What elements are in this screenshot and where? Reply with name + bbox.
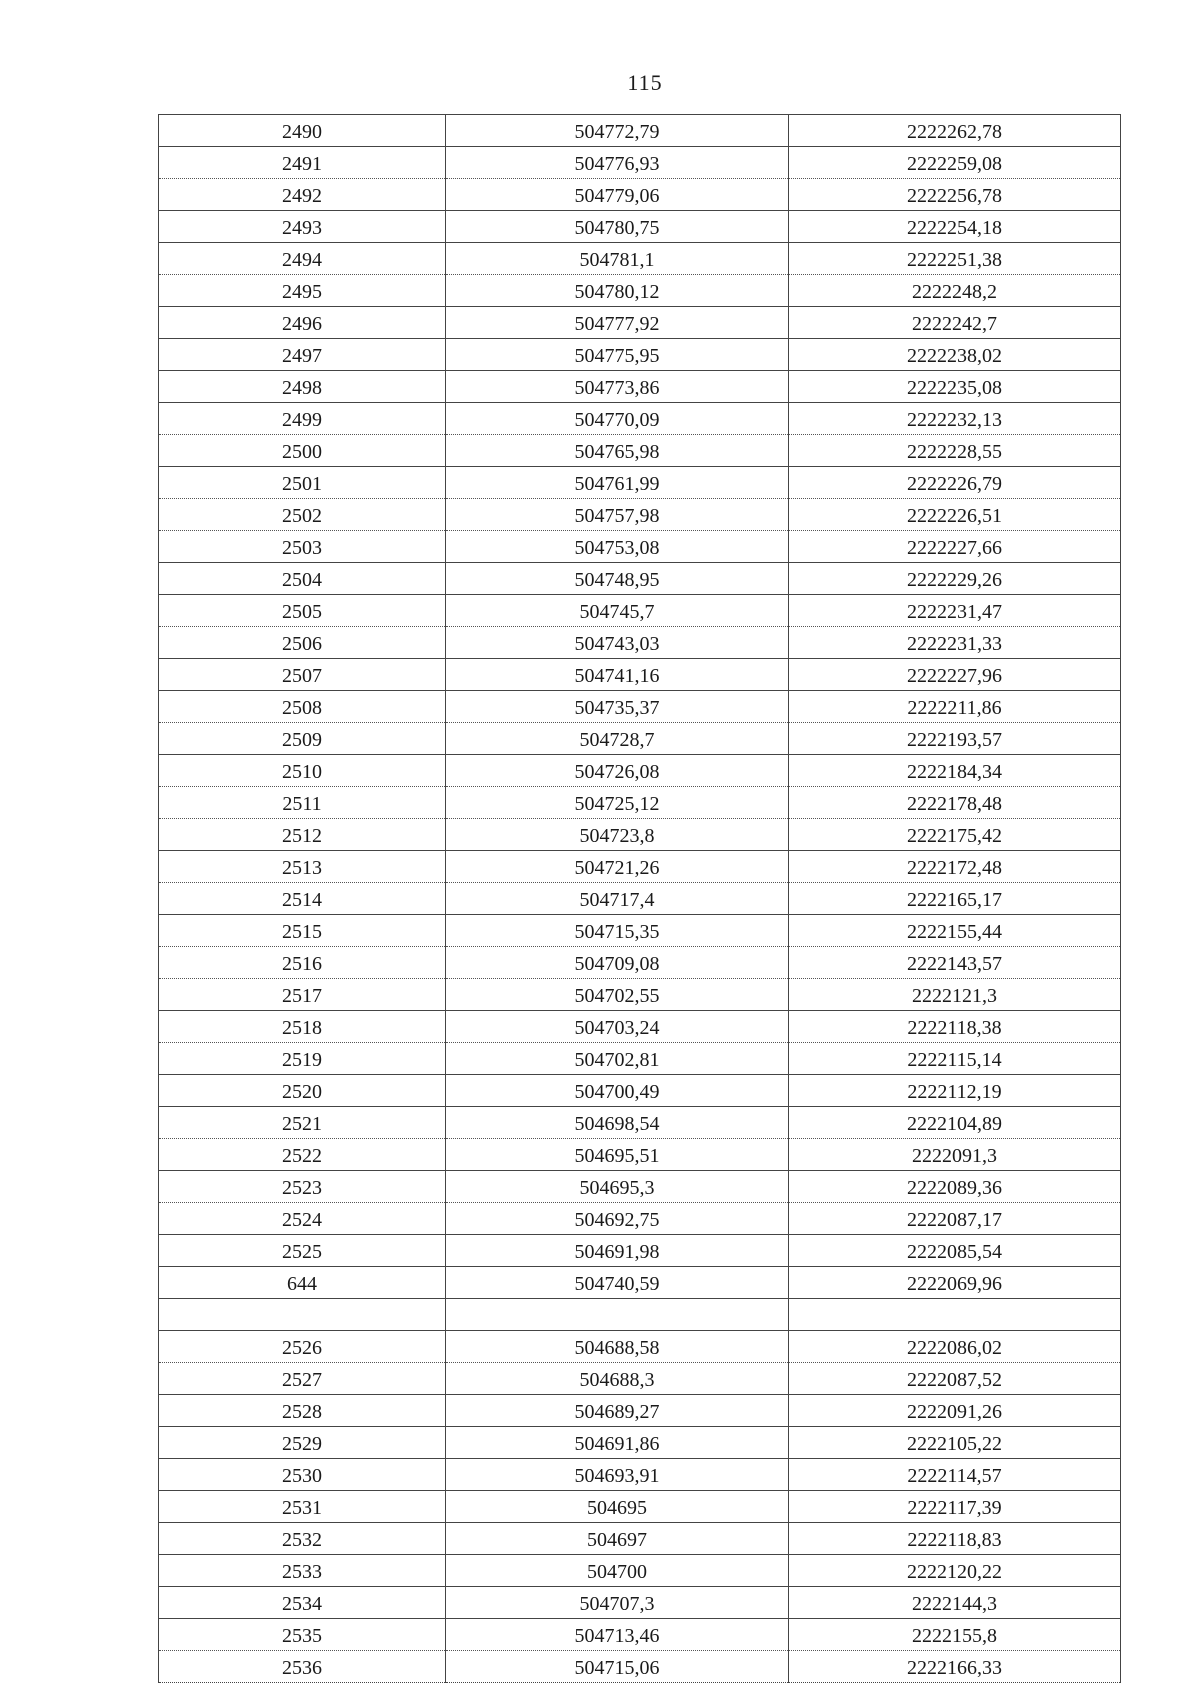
y-coordinate-cell: 2222085,54 <box>789 1235 1121 1267</box>
point-number-cell: 2509 <box>159 723 446 755</box>
y-coordinate-cell: 2222105,22 <box>789 1427 1121 1459</box>
x-coordinate-cell: 504757,98 <box>446 499 789 531</box>
y-coordinate-cell: 2222178,48 <box>789 787 1121 819</box>
y-coordinate-cell: 2222172,48 <box>789 851 1121 883</box>
coordinates-table-body <box>159 115 1121 1683</box>
y-coordinate-cell: 2222114,57 <box>789 1459 1121 1491</box>
x-coordinate-cell: 504735,37 <box>446 691 789 723</box>
point-number-cell: 2532 <box>159 1523 446 1555</box>
table-row <box>159 403 1121 435</box>
x-coordinate-cell: 504773,86 <box>446 371 789 403</box>
y-coordinate-cell: 2222238,02 <box>789 339 1121 371</box>
table-row <box>159 307 1121 339</box>
x-coordinate-cell: 504772,79 <box>446 115 789 147</box>
point-number-cell: 2510 <box>159 755 446 787</box>
table-row <box>159 1587 1121 1619</box>
x-coordinate-cell: 504691,86 <box>446 1427 789 1459</box>
table-row <box>159 1107 1121 1139</box>
point-number-cell: 644 <box>159 1267 446 1299</box>
x-coordinate-cell: 504695 <box>446 1491 789 1523</box>
y-coordinate-cell: 2222112,19 <box>789 1075 1121 1107</box>
table-row <box>159 179 1121 211</box>
table-row <box>159 1235 1121 1267</box>
point-number-cell: 2505 <box>159 595 446 627</box>
y-coordinate-cell: 2222144,3 <box>789 1587 1121 1619</box>
y-coordinate-cell: 2222091,26 <box>789 1395 1121 1427</box>
table-row <box>159 1491 1121 1523</box>
point-number-cell: 2496 <box>159 307 446 339</box>
y-coordinate-cell: 2222087,17 <box>789 1203 1121 1235</box>
x-coordinate-cell: 504775,95 <box>446 339 789 371</box>
table-row <box>159 659 1121 691</box>
y-coordinate-cell: 2222211,86 <box>789 691 1121 723</box>
x-coordinate-cell: 504776,93 <box>446 147 789 179</box>
coordinates-table <box>158 114 1121 1683</box>
x-coordinate-cell: 504717,4 <box>446 883 789 915</box>
x-coordinate-cell: 504713,46 <box>446 1619 789 1651</box>
point-number-cell: 2526 <box>159 1331 446 1363</box>
table-row <box>159 1523 1121 1555</box>
table-row <box>159 275 1121 307</box>
x-coordinate-cell: 504721,26 <box>446 851 789 883</box>
table-row <box>159 1139 1121 1171</box>
y-coordinate-cell: 2222120,22 <box>789 1555 1121 1587</box>
point-number-cell: 2508 <box>159 691 446 723</box>
point-number-cell: 2529 <box>159 1427 446 1459</box>
point-number-cell: 2519 <box>159 1043 446 1075</box>
y-coordinate-cell: 2222227,96 <box>789 659 1121 691</box>
x-coordinate-cell: 504715,06 <box>446 1651 789 1683</box>
x-coordinate-cell: 504780,12 <box>446 275 789 307</box>
y-coordinate-cell: 2222104,89 <box>789 1107 1121 1139</box>
table-row <box>159 1043 1121 1075</box>
table-row <box>159 339 1121 371</box>
y-coordinate-cell: 2222193,57 <box>789 723 1121 755</box>
x-coordinate-cell: 504698,54 <box>446 1107 789 1139</box>
table-row <box>159 595 1121 627</box>
x-coordinate-cell: 504780,75 <box>446 211 789 243</box>
point-number-cell: 2527 <box>159 1363 446 1395</box>
point-number-cell: 2500 <box>159 435 446 467</box>
y-coordinate-cell: 2222229,26 <box>789 563 1121 595</box>
table-row <box>159 147 1121 179</box>
point-number-cell: 2522 <box>159 1139 446 1171</box>
y-coordinate-cell: 2222155,44 <box>789 915 1121 947</box>
point-number-cell: 2490 <box>159 115 446 147</box>
point-number-cell: 2512 <box>159 819 446 851</box>
table-row <box>159 627 1121 659</box>
table-row <box>159 1299 1121 1331</box>
table-row <box>159 435 1121 467</box>
y-coordinate-cell: 2222086,02 <box>789 1331 1121 1363</box>
point-number-cell: 2498 <box>159 371 446 403</box>
y-coordinate-cell: 2222227,66 <box>789 531 1121 563</box>
x-coordinate-cell: 504709,08 <box>446 947 789 979</box>
y-coordinate-cell: 2222118,83 <box>789 1523 1121 1555</box>
x-coordinate-cell: 504703,24 <box>446 1011 789 1043</box>
point-number-cell: 2536 <box>159 1651 446 1683</box>
x-coordinate-cell: 504723,8 <box>446 819 789 851</box>
x-coordinate-cell: 504725,12 <box>446 787 789 819</box>
point-number-cell: 2492 <box>159 179 446 211</box>
table-row <box>159 1075 1121 1107</box>
point-number-cell: 2528 <box>159 1395 446 1427</box>
point-number-cell: 2504 <box>159 563 446 595</box>
point-number-cell: 2514 <box>159 883 446 915</box>
x-coordinate-cell: 504688,3 <box>446 1363 789 1395</box>
point-number-cell: 2533 <box>159 1555 446 1587</box>
x-coordinate-cell: 504765,98 <box>446 435 789 467</box>
point-number-cell: 2497 <box>159 339 446 371</box>
point-number-cell: 2518 <box>159 1011 446 1043</box>
table-row <box>159 499 1121 531</box>
x-coordinate-cell: 504745,7 <box>446 595 789 627</box>
table-row <box>159 1619 1121 1651</box>
x-coordinate-cell: 504688,58 <box>446 1331 789 1363</box>
table-row <box>159 819 1121 851</box>
table-row <box>159 115 1121 147</box>
y-coordinate-cell: 2222235,08 <box>789 371 1121 403</box>
table-row <box>159 883 1121 915</box>
y-coordinate-cell: 2222089,36 <box>789 1171 1121 1203</box>
y-coordinate-cell: 2222087,52 <box>789 1363 1121 1395</box>
table-row <box>159 531 1121 563</box>
x-coordinate-cell: 504693,91 <box>446 1459 789 1491</box>
point-number-cell: 2516 <box>159 947 446 979</box>
x-coordinate-cell: 504777,92 <box>446 307 789 339</box>
x-coordinate-cell: 504743,03 <box>446 627 789 659</box>
x-coordinate-cell: 504697 <box>446 1523 789 1555</box>
point-number-cell <box>159 1299 446 1331</box>
table-row <box>159 755 1121 787</box>
y-coordinate-cell <box>789 1299 1121 1331</box>
x-coordinate-cell: 504689,27 <box>446 1395 789 1427</box>
point-number-cell: 2525 <box>159 1235 446 1267</box>
point-number-cell: 2531 <box>159 1491 446 1523</box>
table-row <box>159 787 1121 819</box>
x-coordinate-cell: 504781,1 <box>446 243 789 275</box>
y-coordinate-cell: 2222165,17 <box>789 883 1121 915</box>
table-row <box>159 1427 1121 1459</box>
x-coordinate-cell: 504692,75 <box>446 1203 789 1235</box>
point-number-cell: 2513 <box>159 851 446 883</box>
table-row <box>159 723 1121 755</box>
y-coordinate-cell: 2222232,13 <box>789 403 1121 435</box>
y-coordinate-cell: 2222118,38 <box>789 1011 1121 1043</box>
x-coordinate-cell: 504779,06 <box>446 179 789 211</box>
table-row <box>159 563 1121 595</box>
table-row <box>159 691 1121 723</box>
table-row <box>159 1267 1121 1299</box>
x-coordinate-cell: 504770,09 <box>446 403 789 435</box>
x-coordinate-cell: 504726,08 <box>446 755 789 787</box>
x-coordinate-cell: 504728,7 <box>446 723 789 755</box>
x-coordinate-cell: 504700,49 <box>446 1075 789 1107</box>
x-coordinate-cell: 504761,99 <box>446 467 789 499</box>
point-number-cell: 2506 <box>159 627 446 659</box>
point-number-cell: 2501 <box>159 467 446 499</box>
point-number-cell: 2493 <box>159 211 446 243</box>
y-coordinate-cell: 2222231,33 <box>789 627 1121 659</box>
table-row <box>159 1459 1121 1491</box>
x-coordinate-cell: 504702,55 <box>446 979 789 1011</box>
point-number-cell: 2520 <box>159 1075 446 1107</box>
table-row <box>159 1395 1121 1427</box>
table-row <box>159 1171 1121 1203</box>
page-number: 115 <box>627 70 663 95</box>
x-coordinate-cell: 504691,98 <box>446 1235 789 1267</box>
table-row <box>159 371 1121 403</box>
point-number-cell: 2503 <box>159 531 446 563</box>
x-coordinate-cell: 504707,3 <box>446 1587 789 1619</box>
table-row <box>159 851 1121 883</box>
x-coordinate-cell: 504700 <box>446 1555 789 1587</box>
y-coordinate-cell: 2222262,78 <box>789 115 1121 147</box>
point-number-cell: 2507 <box>159 659 446 691</box>
point-number-cell: 2530 <box>159 1459 446 1491</box>
y-coordinate-cell: 2222242,7 <box>789 307 1121 339</box>
x-coordinate-cell: 504748,95 <box>446 563 789 595</box>
y-coordinate-cell: 2222226,79 <box>789 467 1121 499</box>
y-coordinate-cell: 2222231,47 <box>789 595 1121 627</box>
x-coordinate-cell: 504715,35 <box>446 915 789 947</box>
table-row <box>159 915 1121 947</box>
table-row <box>159 243 1121 275</box>
x-coordinate-cell: 504740,59 <box>446 1267 789 1299</box>
y-coordinate-cell: 2222254,18 <box>789 211 1121 243</box>
point-number-cell: 2524 <box>159 1203 446 1235</box>
table-row <box>159 947 1121 979</box>
table-row <box>159 979 1121 1011</box>
x-coordinate-cell: 504695,3 <box>446 1171 789 1203</box>
y-coordinate-cell: 2222184,34 <box>789 755 1121 787</box>
y-coordinate-cell: 2222069,96 <box>789 1267 1121 1299</box>
y-coordinate-cell: 2222166,33 <box>789 1651 1121 1683</box>
table-row <box>159 211 1121 243</box>
x-coordinate-cell <box>446 1299 789 1331</box>
x-coordinate-cell: 504695,51 <box>446 1139 789 1171</box>
point-number-cell: 2521 <box>159 1107 446 1139</box>
table-row <box>159 467 1121 499</box>
y-coordinate-cell: 2222155,8 <box>789 1619 1121 1651</box>
y-coordinate-cell: 2222228,55 <box>789 435 1121 467</box>
y-coordinate-cell: 2222121,3 <box>789 979 1121 1011</box>
y-coordinate-cell: 2222256,78 <box>789 179 1121 211</box>
table-row <box>159 1651 1121 1683</box>
point-number-cell: 2534 <box>159 1587 446 1619</box>
point-number-cell: 2515 <box>159 915 446 947</box>
x-coordinate-cell: 504702,81 <box>446 1043 789 1075</box>
y-coordinate-cell: 2222259,08 <box>789 147 1121 179</box>
y-coordinate-cell: 2222091,3 <box>789 1139 1121 1171</box>
y-coordinate-cell: 2222251,38 <box>789 243 1121 275</box>
point-number-cell: 2535 <box>159 1619 446 1651</box>
point-number-cell: 2502 <box>159 499 446 531</box>
x-coordinate-cell: 504753,08 <box>446 531 789 563</box>
table-row <box>159 1555 1121 1587</box>
y-coordinate-cell: 2222175,42 <box>789 819 1121 851</box>
y-coordinate-cell: 2222117,39 <box>789 1491 1121 1523</box>
table-row <box>159 1363 1121 1395</box>
point-number-cell: 2511 <box>159 787 446 819</box>
y-coordinate-cell: 2222248,2 <box>789 275 1121 307</box>
y-coordinate-cell: 2222226,51 <box>789 499 1121 531</box>
point-number-cell: 2499 <box>159 403 446 435</box>
x-coordinate-cell: 504741,16 <box>446 659 789 691</box>
table-row <box>159 1331 1121 1363</box>
point-number-cell: 2523 <box>159 1171 446 1203</box>
point-number-cell: 2517 <box>159 979 446 1011</box>
table-row <box>159 1203 1121 1235</box>
table-row <box>159 1011 1121 1043</box>
y-coordinate-cell: 2222143,57 <box>789 947 1121 979</box>
point-number-cell: 2494 <box>159 243 446 275</box>
point-number-cell: 2491 <box>159 147 446 179</box>
y-coordinate-cell: 2222115,14 <box>789 1043 1121 1075</box>
point-number-cell: 2495 <box>159 275 446 307</box>
